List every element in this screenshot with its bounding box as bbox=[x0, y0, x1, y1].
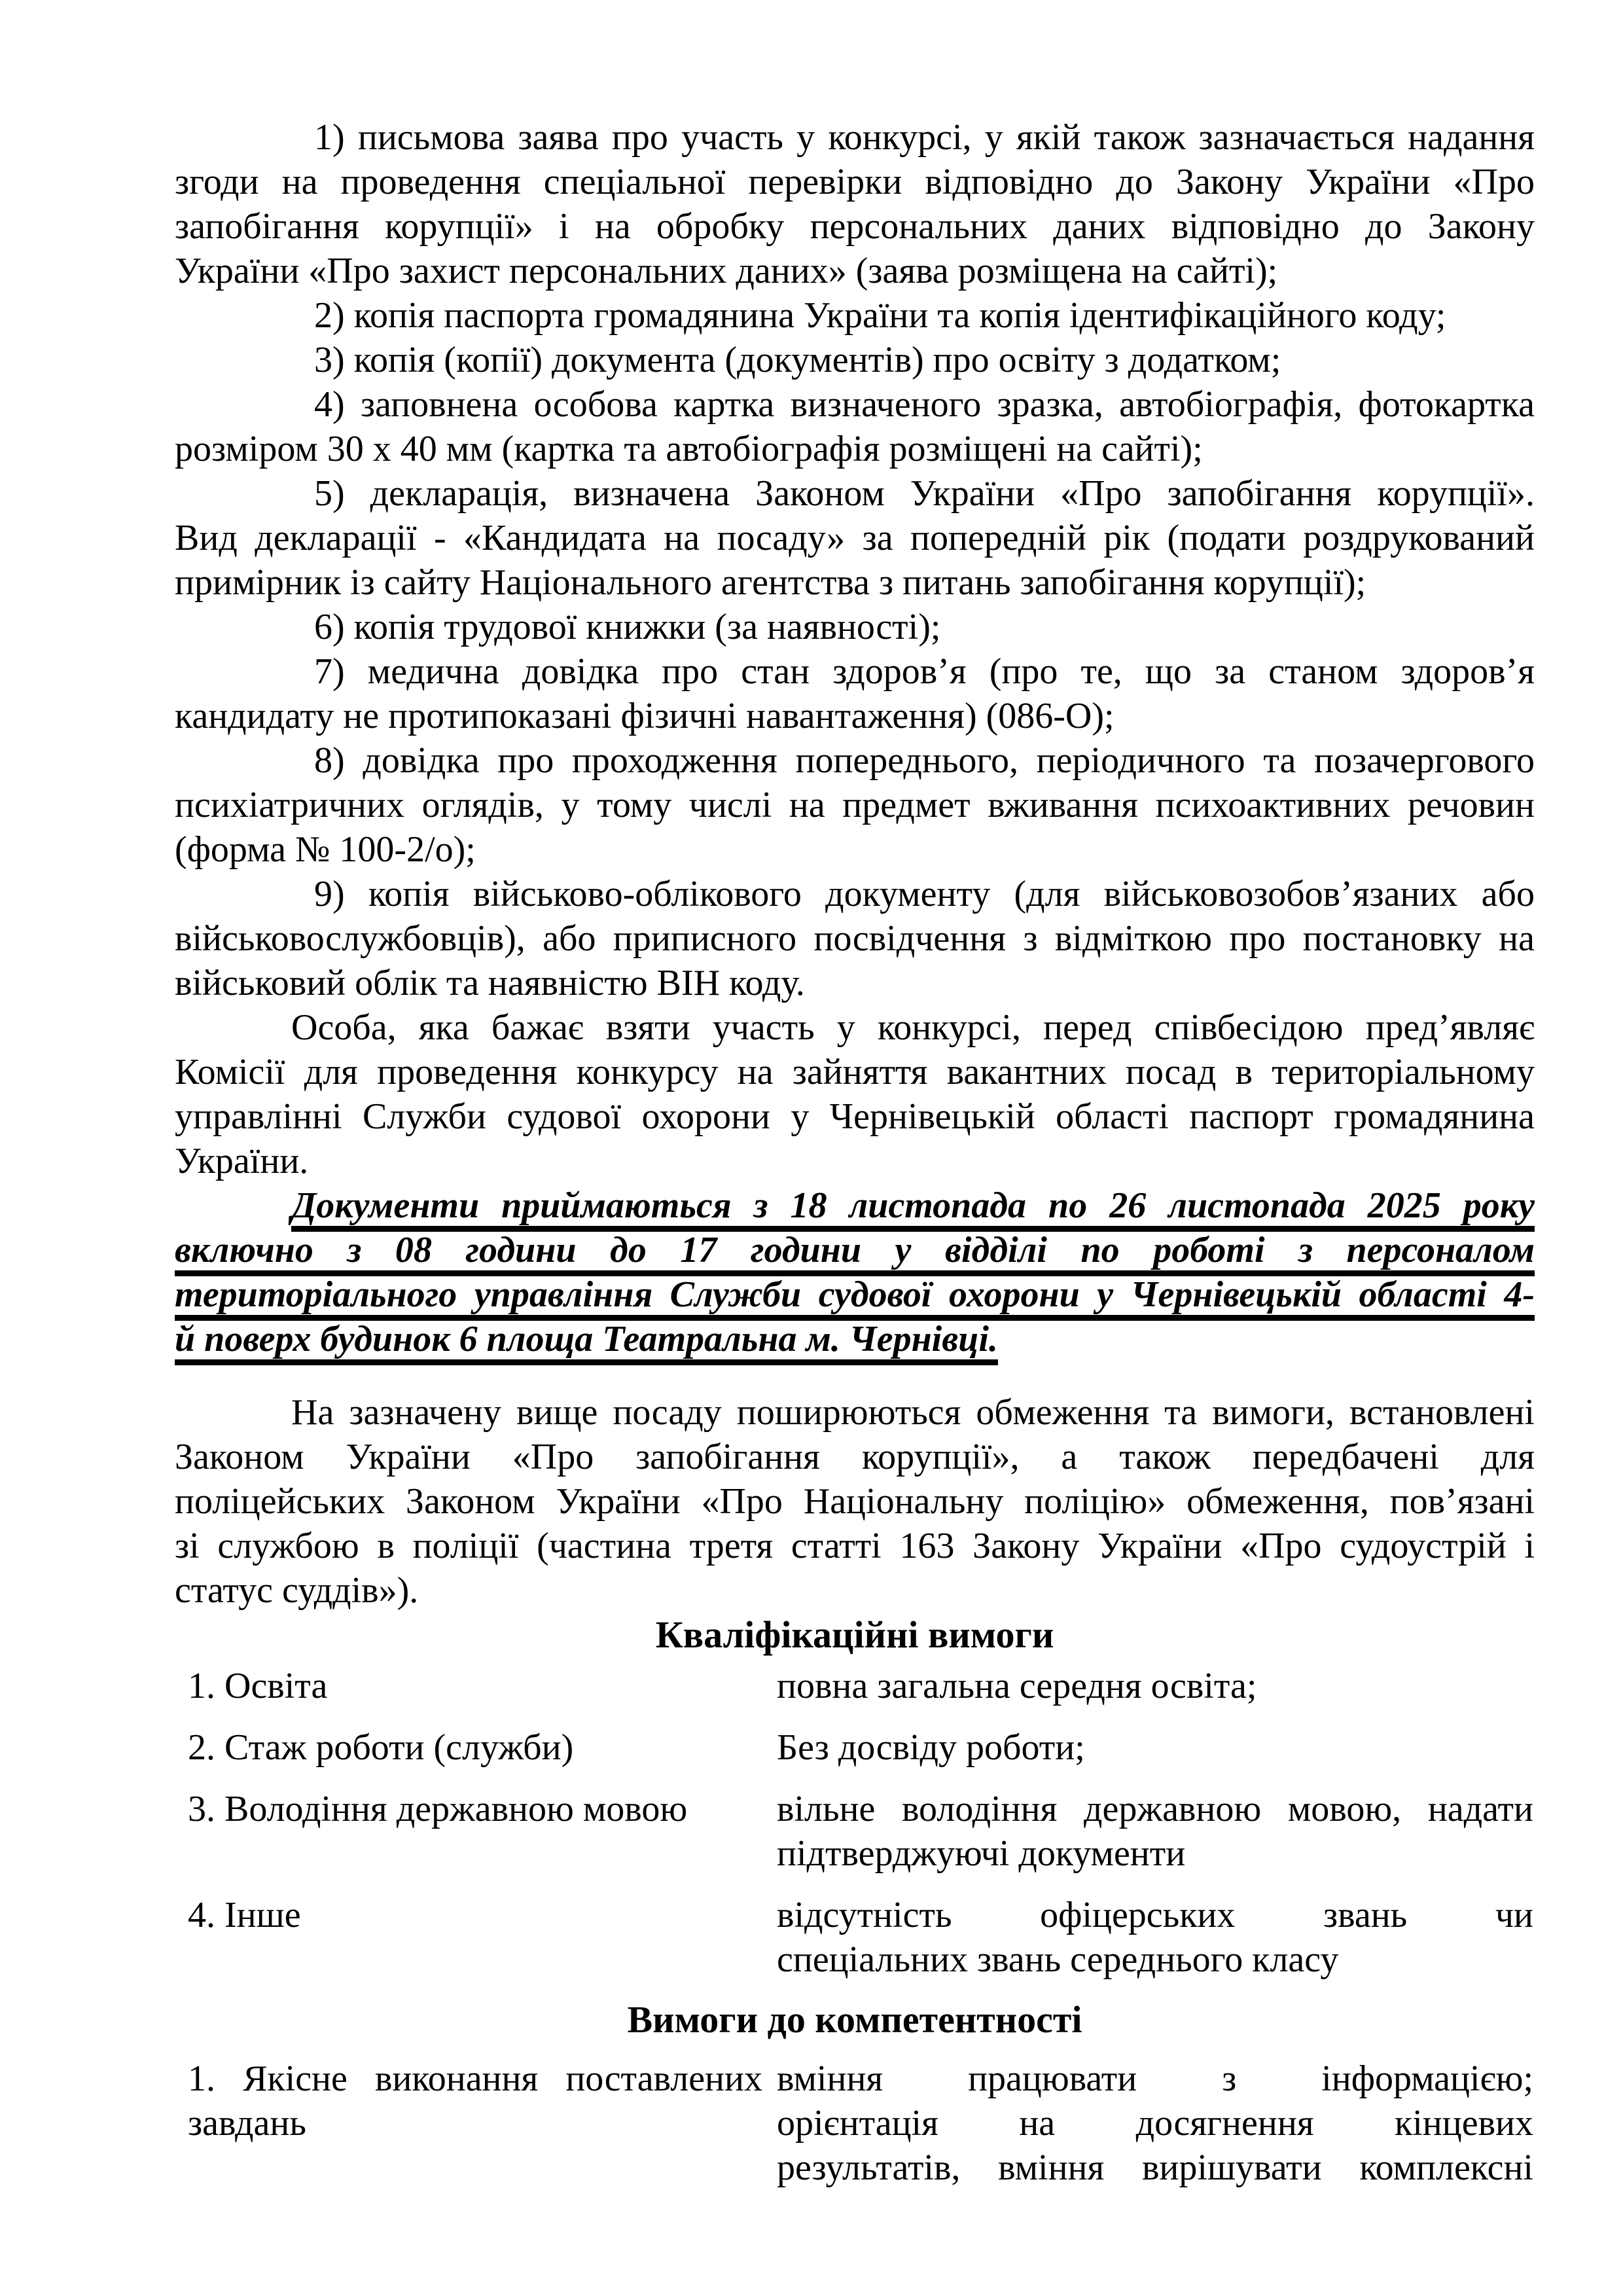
text-line: територіального управління Служби судової охорони у Чернівецькій області 4- bbox=[175, 1274, 1535, 1315]
text-line: орієнтація на досягнення кінцевих bbox=[777, 2103, 1533, 2144]
text-line: 8) довідка про проходження попереднього, періодичного та позачергового bbox=[314, 740, 1535, 781]
text-line: Вид декларації - «Кандидата на посаду» за попередній рік (подати роздрукований bbox=[175, 518, 1535, 558]
paragraph-item-3 bbox=[175, 338, 1535, 382]
text-line: Законом України «Про запобігання корупції», а також передбачені для bbox=[175, 1437, 1535, 1477]
table-row-other bbox=[175, 1893, 1535, 1982]
table-row-experience bbox=[175, 1725, 1535, 1770]
row-value bbox=[762, 1725, 1533, 1770]
text-line: включно з 08 години до 17 години у відділі по роботі з персоналом bbox=[175, 1230, 1535, 1270]
text-line: 5) декларація, визначена Законом України «Про запобігання корупції». bbox=[314, 473, 1535, 514]
qualification-heading: Кваліфікаційні вимоги bbox=[655, 1613, 1054, 1656]
text-line: примірник із сайту Національного агентства з питань запобігання корупції); bbox=[175, 562, 1366, 603]
paragraph-item-7 bbox=[175, 649, 1535, 738]
text-line: вміння працювати з інформацією; bbox=[777, 2058, 1533, 2099]
paragraph-deadline bbox=[175, 1183, 1535, 1361]
text-line: Комісії для проведення конкурсу на зайняття вакантних посад в територіальному bbox=[175, 1052, 1535, 1092]
text-line: статус суддів»). bbox=[175, 1570, 419, 1611]
text-line: зі службою в поліції (частина третя статті 163 Закону України «Про судоустрій і bbox=[175, 1526, 1535, 1566]
text-line: психіатричних оглядів, у тому числі на предмет вживання психоактивних речовин bbox=[175, 785, 1535, 825]
row-value bbox=[762, 1893, 1533, 1982]
text-line: 2. Стаж роботи (служби) bbox=[188, 1727, 574, 1768]
row-value bbox=[762, 2056, 1533, 2190]
text-line: відсутність офіцерських звань чи bbox=[777, 1895, 1533, 1935]
text-line: України «Про захист персональних даних» (заява розміщена на сайті); bbox=[175, 251, 1278, 291]
text-line: Без досвіду роботи; bbox=[777, 1727, 1085, 1768]
text-line: 3. Володіння державною мовою bbox=[188, 1789, 688, 1829]
text-line: 4) заповнена особова картка визначеного зразка, автобіографія, фотокартка bbox=[314, 384, 1535, 425]
paragraph-item-5 bbox=[175, 471, 1535, 605]
paragraph-item-1 bbox=[175, 115, 1535, 293]
text-line: 3) копія (копії) документа (документів) про освіту з додатком; bbox=[314, 340, 1281, 380]
text-line: результатів, вміння вирішувати комплексні bbox=[777, 2147, 1533, 2188]
text-line: вільне володіння державною мовою, надати bbox=[777, 1789, 1533, 1829]
row-label bbox=[175, 1893, 762, 1937]
text-line: (форма № 100-2/о); bbox=[175, 829, 476, 870]
qualification-table bbox=[175, 1664, 1535, 1982]
text-line: розміром 30 х 40 мм (картка та автобіографія розміщені на сайті); bbox=[175, 429, 1203, 469]
paragraph-item-4 bbox=[175, 382, 1535, 471]
row-value bbox=[762, 1787, 1533, 1876]
text-line: поліцейських Законом України «Про Національну поліцію» обмеження, пов’язані bbox=[175, 1481, 1535, 1522]
competency-table bbox=[175, 2056, 1535, 2190]
text-line: України. bbox=[175, 1141, 309, 1181]
paragraph-restrictions bbox=[175, 1390, 1535, 1613]
text-line: 1. Якісне виконання поставлених bbox=[188, 2058, 762, 2099]
text-line: Документи приймаються з 18 листопада по 26 листопада 2025 року bbox=[291, 1185, 1535, 1226]
text-line: військовий облік та наявністю ВІН коду. bbox=[175, 963, 805, 1003]
text-line: кандидату не протипоказані фізичні навантаження) (086-О); bbox=[175, 696, 1115, 736]
text-line: 4. Інше bbox=[188, 1895, 301, 1935]
text-line: 1) письмова заява про участь у конкурсі, у якій також зазначається надання bbox=[314, 117, 1535, 158]
row-label bbox=[175, 2056, 762, 2145]
table-row-task-quality bbox=[175, 2056, 1535, 2190]
text-line: Особа, яка бажає взяти участь у конкурсі, перед співбесідою пред’являє bbox=[291, 1007, 1535, 1048]
text-line: підтверджуючі документи bbox=[777, 1833, 1186, 1874]
paragraph-item-6 bbox=[175, 605, 1535, 649]
text-line: 6) копія трудової книжки (за наявності); bbox=[314, 607, 941, 647]
text-line: повна загальна середня освіта; bbox=[777, 1666, 1257, 1706]
paragraph-item-9 bbox=[175, 872, 1535, 1005]
paragraph-item-8 bbox=[175, 738, 1535, 872]
text-line: 9) копія військово-облікового документу (для військовозобов’язаних або bbox=[314, 874, 1535, 914]
text-line: військовослужбовців), або приписного посвідчення з відміткою про постановку на bbox=[175, 918, 1535, 959]
row-label bbox=[175, 1725, 762, 1770]
text-line: 1. Освіта bbox=[188, 1666, 328, 1706]
paragraph-item-2 bbox=[175, 293, 1535, 338]
text-line: спеціальних звань середнього класу bbox=[777, 1939, 1339, 1980]
text-line: запобігання корупції» і на обробку персональних даних відповідно до Закону bbox=[175, 206, 1535, 247]
competency-heading: Вимоги до компетентності bbox=[627, 1998, 1082, 2041]
paragraph-person-interview bbox=[175, 1005, 1535, 1183]
text-line: На зазначену вище посаду поширюються обмеження та вимоги, встановлені bbox=[291, 1392, 1535, 1433]
text-line: завдань bbox=[188, 2103, 306, 2144]
row-label bbox=[175, 1664, 762, 1708]
row-label bbox=[175, 1787, 762, 1831]
table-row-education bbox=[175, 1664, 1535, 1708]
text-line: й поверх будинок 6 площа Театральна м. Чернівці. bbox=[175, 1319, 998, 1359]
text-line: управлінні Служби судової охорони у Чернівецькій області паспорт громадянина bbox=[175, 1096, 1535, 1137]
row-value bbox=[762, 1664, 1533, 1708]
table-row-language bbox=[175, 1787, 1535, 1876]
text-line: 2) копія паспорта громадянина України та копія ідентифікаційного коду; bbox=[314, 295, 1446, 336]
text-line: згоди на проведення спеціальної перевірки відповідно до Закону України «Про bbox=[175, 162, 1535, 202]
text-line: 7) медична довідка про стан здоров’я (про те, що за станом здоров’я bbox=[314, 651, 1535, 692]
